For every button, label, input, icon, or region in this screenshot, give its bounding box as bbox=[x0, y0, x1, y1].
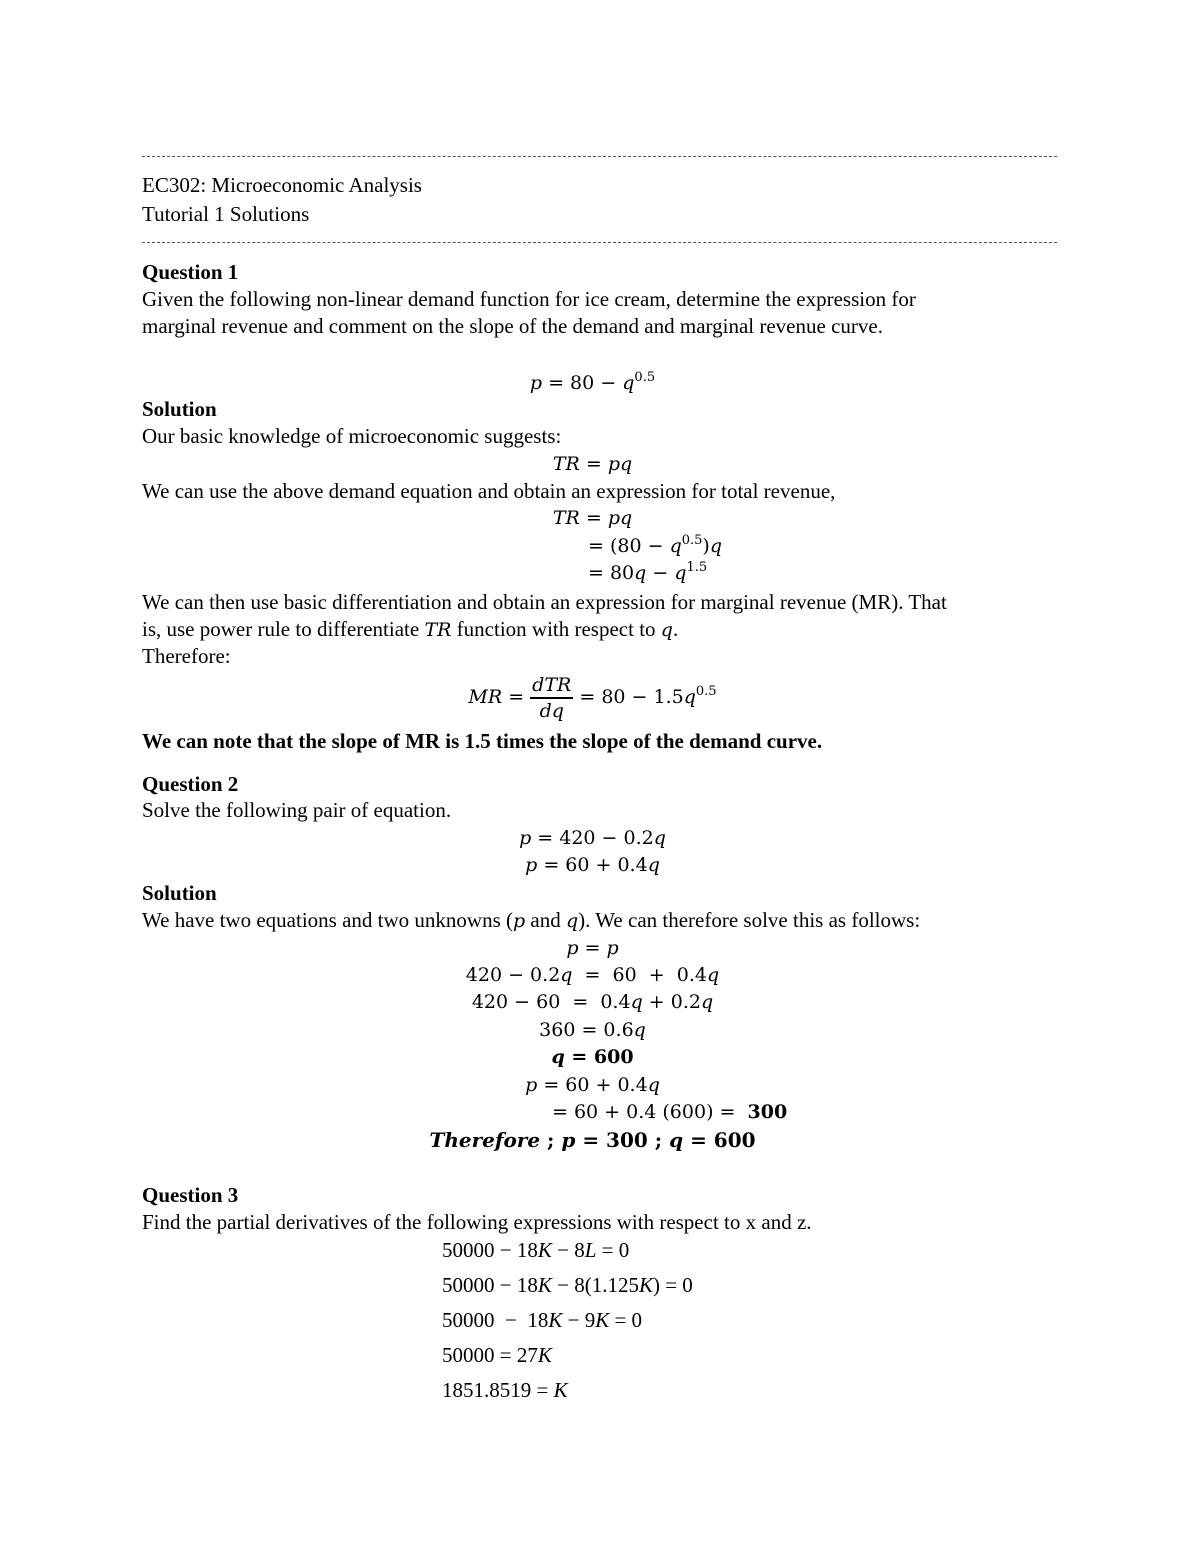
total-revenue-equation-2: TR = pq bbox=[552, 507, 633, 529]
solution-2-text bbox=[142, 907, 920, 934]
question-2-answer: Therefore ; p = 300 ; q = 600 bbox=[429, 1128, 756, 1152]
solution-step-4: 360 = 0.6q bbox=[539, 1019, 646, 1041]
question-2-solution-label: Solution bbox=[142, 881, 217, 905]
solution-step-2: 420 − 0.2q = 60 + 0.4q bbox=[465, 964, 720, 986]
solution-1-text-1: Our basic knowledge of microeconomic suggests: bbox=[142, 424, 562, 448]
solution-step-3: 420 − 60 = 0.4q + 0.2q bbox=[471, 991, 714, 1013]
document-subtitle: Tutorial 1 Solutions bbox=[142, 202, 310, 226]
solution-step-5: q = 600 bbox=[551, 1046, 634, 1068]
question-1-heading: Question 1 bbox=[142, 260, 239, 284]
tr-symbol: TR bbox=[424, 619, 452, 641]
dashed-divider-bottom bbox=[142, 242, 1057, 243]
question-1-solution-label: Solution bbox=[142, 397, 217, 421]
text-fragment: and bbox=[525, 908, 566, 932]
question-3-line-2: 50000 − 18K − 8(1.125K) = 0 bbox=[442, 1273, 693, 1297]
demand-equation: $p = 80 - q^{0.5}$ bbox=[529, 370, 656, 394]
text-fragment: We have two equations and two unknowns ( bbox=[142, 908, 513, 932]
derivative-fraction: $\frac{\text{dTR}}{dq}$ bbox=[532, 674, 572, 722]
question-2-equation-2: p = 60 + 0.4q bbox=[525, 854, 660, 876]
text-fragment: ). We can therefore solve this as follows: bbox=[578, 908, 921, 932]
q-symbol: q bbox=[660, 619, 673, 641]
solution-1-text-3: We can then use basic differentiation and obtain an expression for marginal revenue (MR). That bbox=[142, 590, 947, 614]
therefore-label: Therefore: bbox=[142, 644, 231, 668]
question-3-line-4: 50000 = 27K bbox=[442, 1343, 552, 1367]
solution-1-text-2: We can use the above demand equation and obtain an expression for total revenue, bbox=[142, 479, 836, 503]
total-revenue-equation-3: = $(80 - q^{0.5})q$ bbox=[588, 533, 723, 557]
question-2-text: Solve the following pair of equation. bbox=[142, 798, 452, 822]
question-3-line-5: 1851.8519 = K bbox=[442, 1378, 568, 1402]
text-fragment: . bbox=[672, 617, 679, 641]
question-1-conclusion: We can note that the slope of MR is 1.5 times the slope of the demand curve. bbox=[142, 729, 823, 753]
question-3-text: Find the partial derivatives of the following expressions with respect to x and z. bbox=[142, 1210, 812, 1234]
question-3-heading: Question 3 bbox=[142, 1183, 239, 1207]
course-title: EC302: Microeconomic Analysis bbox=[142, 173, 422, 197]
total-revenue-equation-4: = $80q - q^{1.5}$ bbox=[588, 560, 708, 584]
p-symbol: p bbox=[513, 910, 526, 932]
solution-step-7: = 60 + 0.4 (600) = 300 bbox=[552, 1101, 788, 1123]
total-revenue-equation-1: TR = pq bbox=[552, 453, 633, 475]
question-2-heading: Question 2 bbox=[142, 772, 239, 796]
question-3-line-1: 50000 − 18K − 8L = 0 bbox=[442, 1238, 630, 1262]
text-fragment: function with respect to bbox=[451, 617, 661, 641]
question-1-text-line-2: marginal revenue and comment on the slope of the demand and marginal revenue curve. bbox=[142, 314, 883, 338]
q-symbol: q bbox=[566, 910, 579, 932]
question-3-line-3: 50000 − 18K − 9K = 0 bbox=[442, 1308, 643, 1332]
dashed-divider-top bbox=[142, 156, 1057, 157]
text-fragment: is, use power rule to differentiate bbox=[142, 617, 425, 641]
question-2-equation-1: p = 420 − 0.2q bbox=[519, 827, 666, 849]
marginal-revenue-equation: MR = $\frac{\text{dTR}}{dq}$ = $80 - 1.5q^{0.5}$ bbox=[468, 674, 717, 722]
question-1-text-line-1: Given the following non-linear demand function for ice cream, determine the expression for bbox=[142, 287, 916, 311]
solution-step-6: p = 60 + 0.4q bbox=[525, 1074, 660, 1096]
solution-1-text-4 bbox=[142, 616, 678, 643]
solution-step-1: p = p bbox=[566, 937, 619, 959]
